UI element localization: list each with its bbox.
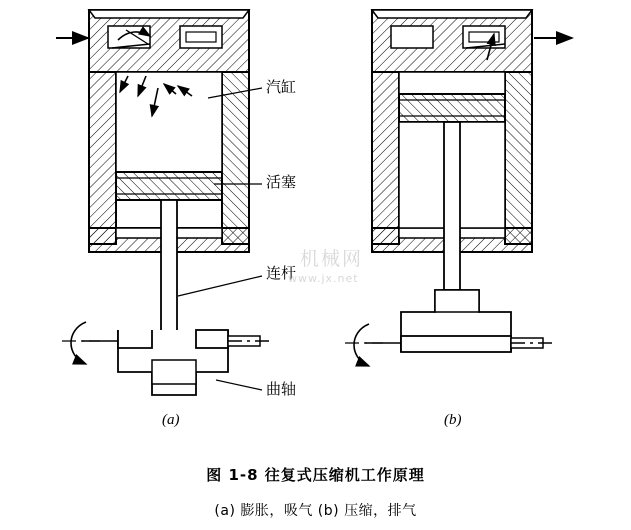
figure-caption-subtitle: (a) 膨胀，吸气 (b) 压缩，排气 [214,503,417,519]
panel-b-cylinder-assembly [345,10,572,366]
callout-connecting-rod: 连杆 [266,264,297,282]
panel-a-piston [116,172,222,200]
panel-a-gas-space [116,72,222,172]
panel-a-cylinder-assembly [56,10,272,395]
watermark-line2: www.jx.net [288,272,359,285]
watermark-line1: 机械网 [300,248,364,270]
panel-b-connecting-rod [444,122,460,290]
panel-a-cylinder-head [89,10,249,72]
callout-cylinder: 汽缸 [266,78,297,96]
panel-label-b: (b) [444,412,462,428]
panel-b-cylinder-head [372,10,532,72]
panel-b-crankshaft [345,290,556,366]
panel-a-crankshaft [62,322,272,395]
panel-label-a: (a) [162,412,180,428]
callout-crankshaft: 曲轴 [266,380,297,398]
callout-piston: 活塞 [266,173,297,191]
panel-b-piston [399,94,505,122]
figure-caption-title: 图 1-8 往复式压缩机工作原理 [206,466,425,484]
panel-b-gas-space [399,72,505,94]
